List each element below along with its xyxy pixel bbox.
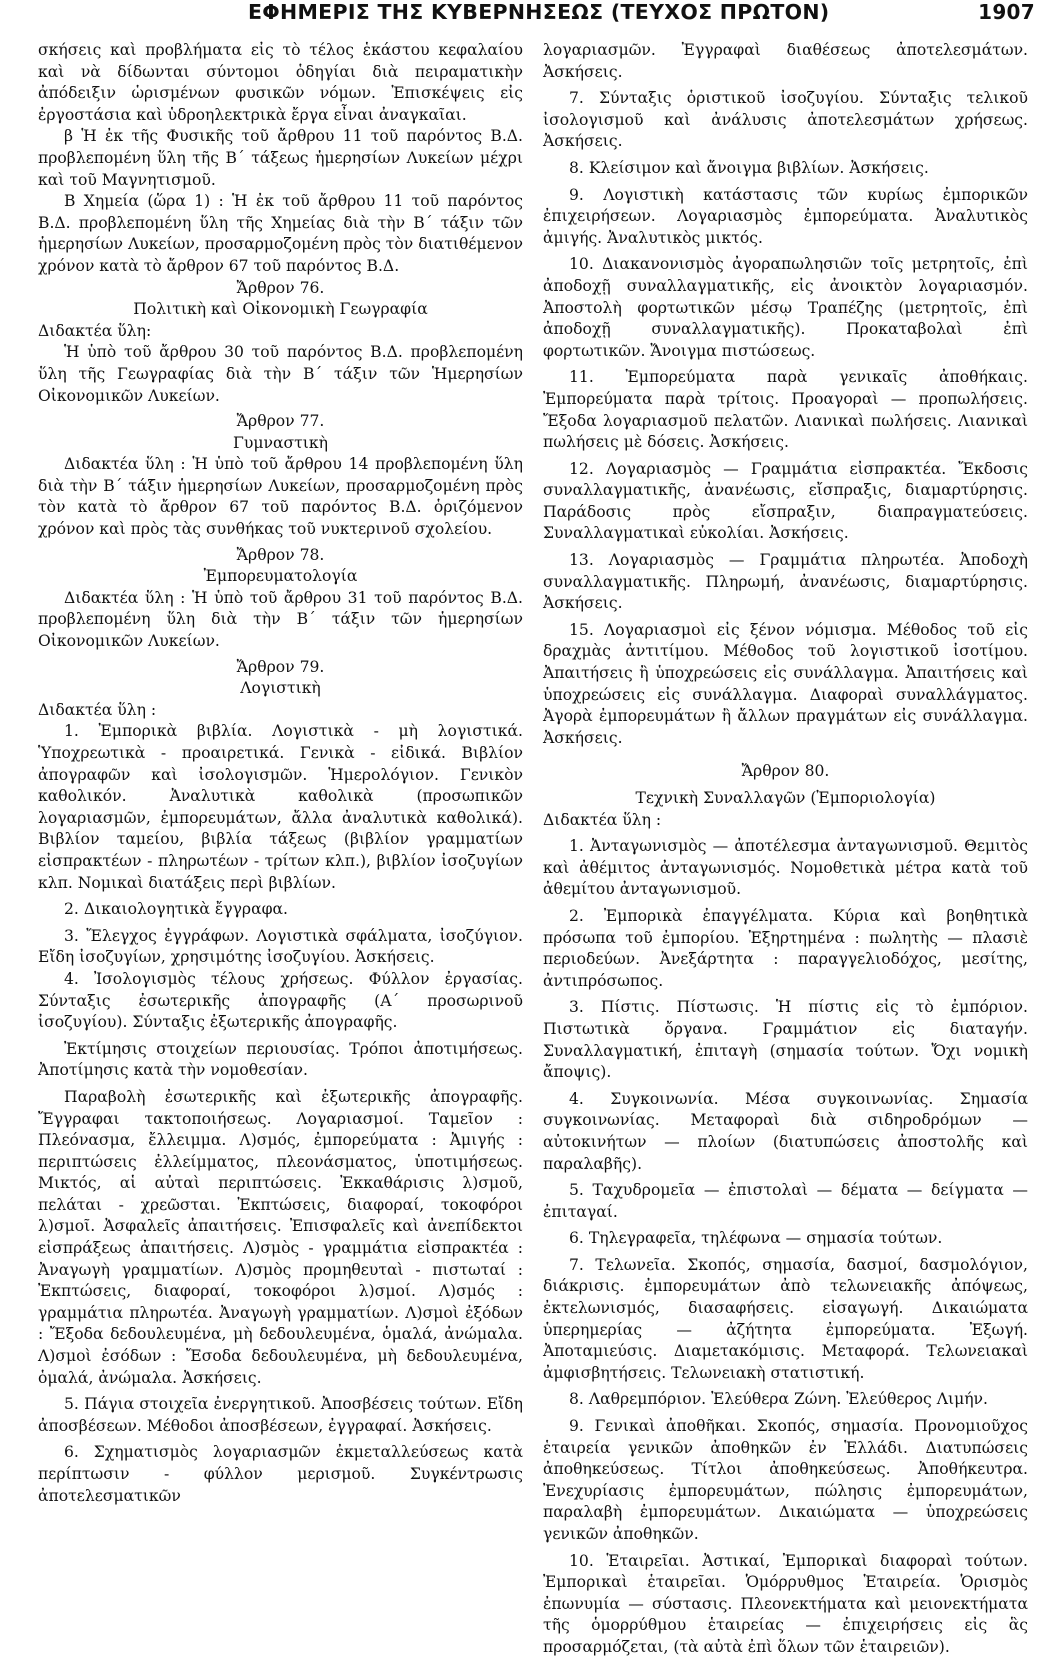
section-label: Διδακτέα ὕλη :: [38, 700, 157, 719]
page-header: [30, 0, 1041, 28]
list-item: 10. Ἑταιρεῖαι. Ἀστικαί, Ἐμπορικαὶ διαφοραὶ τούτων. Ἐμπορικαὶ ἑταιρεῖαι. Ὁμόρρυθμος Ἑταιρεία. Ὁρισμὸς ἐπωνυμία — σύστασις. Πλεονεκτήματα καὶ μειονεκτήματα τῆς ὁμορρύθμου ἑταιρείας — ἐπιχειρήσεις εἰς ἃς προσαρμόζεται, (τὰ αὐτὰ ἐπὶ ὅλων τῶν ἑταιρειῶν).: [543, 1551, 1028, 1656]
article-heading: Ἄρθρον 79.: [236, 657, 325, 676]
list-item: 12. Λογαριασμὸς — Γραμμάτια εἰσπρακτέα. Ἔκδοσις συναλλαγματικῆς, ἀνανέωσις, εἴσπραξις, διαμαρτύρησις. Παράδοσις πρὸς εἴσπραξιν, διαπραγματεύσεις. Συναλλαγματικαὶ εὐκολίαι. Ἀσκήσεις.: [543, 459, 1028, 543]
list-item: 2. Ἐμπορικὰ ἐπαγγέλματα. Κύρια καὶ βοηθητικὰ πρόσωπα τοῦ ἐμπορίου. Ἐξηρτημένα : πωλητὴς — πλασιὲ περιοδεύων. Ἀνεξάρτητα : παραγγελιοδόχος, μεσίτης, ἀντιπρόσωπος.: [543, 906, 1028, 990]
list-item: 4. Συγκοινωνία. Μέσα συγκοινωνίας. Σημασία συγκοινωνίας. Μεταφοραὶ διὰ σιδηροδρόμων — αὐτοκινήτων — πλοίων (διατυπώσεις ἀποστολῆς καὶ παραλαβῆς).: [543, 1089, 1028, 1173]
article-title: Λογιστικὴ: [240, 679, 321, 698]
paragraph: σκήσεις καὶ προβλήματα εἰς τὸ τέλος ἑκάστου κεφαλαίου καὶ νὰ δίδωνται σύντομοι ὁδηγίαι διὰ πειραματικὴν ἀπόδειξιν ὡρισμένων φυσικῶν νόμων. Ἐπισκέψεις εἰς ἐργοστάσια καὶ ὑδροηλεκτρικὰ ἔργα εἶναι ἀναγκαῖαι.: [38, 41, 523, 124]
article-title: Τεχνικὴ Συναλλαγῶν (Ἐμποριολογία): [635, 789, 936, 807]
paragraph: Ἡ ὑπὸ τοῦ ἄρθρου 30 τοῦ παρόντος Β.Δ. προβλεπομένη ὕλη τῆς Γεωγραφίας διὰ τὴν Β΄ τάξιν τῶν Ἡμερησίων Οἰκονομικῶν Λυκείων.: [38, 343, 523, 405]
paragraph: β Ἡ ἐκ τῆς Φυσικῆς τοῦ ἄρθρου 11 τοῦ παρόντος Β.Δ. προβλεπομένη ὕλη τῆς Β΄ τάξεως ἡμερησίων Λυκείων μέχρι καὶ τοῦ Μαγνητισμοῦ.: [38, 127, 523, 189]
article-heading: Ἄρθρον 78.: [236, 545, 325, 564]
list-item: 5. Ταχυδρομεῖα — ἐπιστολαὶ — δέματα — δείγματα — ἐπιταγαί.: [543, 1181, 1028, 1221]
list-item: 3. Πίστις. Πίστωσις. Ἡ πίστις εἰς τὸ ἐμπόριον. Πιστωτικὰ ὄργανα. Γραμμάτιον εἰς διαταγήν. Συναλλαγματική, ἐπιταγὴ (σημασία τούτων. Ὄχι νομικὴ ἄποψις).: [543, 998, 1028, 1082]
article-heading: Ἄρθρον 76.: [236, 278, 325, 297]
article-heading: Ἄρθρον 80.: [741, 762, 830, 781]
paragraph: Διδακτέα ὕλη : Ἡ ὑπὸ τοῦ ἄρθρου 31 τοῦ παρόντος Β.Δ. προβλεπομένη ὕλη διὰ τὴν Β΄ τάξιν τῶν ἡμερησίων Οἰκονομικῶν Λυκείων.: [38, 588, 523, 651]
list-item: 8. Λαθρεμπόριον. Ἐλεύθερα Ζώνη. Ἐλεύθερος Λιμήν.: [569, 1390, 988, 1409]
list-item: 3. Ἔλεγχος ἐγγράφων. Λογιστικὰ σφάλματα, ἰσοζύγιον. Εἴδη ἰσοζυγίων, χρησιμότης ἰσοζυγίου. Ἀσκήσεις.: [38, 926, 523, 967]
list-item: 13. Λογαριασμὸς — Γραμμάτια πληρωτέα. Ἀποδοχὴ συναλλαγματικῆς. Πληρωμή, ἀνανέωσις, διαμαρτύρησις. Ἀσκήσεις.: [543, 551, 1028, 613]
list-item: 11. Ἐμπορεύματα παρὰ γενικαῖς ἀποθήκαις. Ἐμπορεύματα παρὰ τρίτοις. Προαγοραὶ — προπωλήσεις. Ἔξοδα λογαριασμοῦ πελατῶν. Λιανικαὶ πωλήσεις. Λιανικαὶ πωλήσεις μὲ δόσεις. Ἀσκήσεις.: [543, 368, 1028, 452]
right-column: [543, 40, 1028, 1659]
list-item: 8. Κλείσιμον καὶ ἄνοιγμα βιβλίων. Ἀσκήσεις.: [569, 158, 929, 177]
list-item: 1. Ἀνταγωνισμὸς — ἀποτέλεσμα ἀνταγωνισμοῦ. Θεμιτὸς καὶ ἀθέμιτος ἀνταγωνισμός. Νομοθετικὰ μέτρα κατὰ τοῦ ἀθεμίτου ἀνταγωνισμοῦ.: [543, 837, 1028, 899]
list-item: 2. Δικαιολογητικὰ ἔγγραφα.: [64, 900, 289, 919]
article-title: Γυμναστικὴ: [233, 433, 328, 452]
paragraph: Παραβολὴ ἐσωτερικῆς καὶ ἐξωτερικῆς ἀπογραφῆς. Ἔγγραφαι τακτοποιήσεως. Λογαριασμοί. Ταμεῖον : Πλεόνασμα, ἔλλειμμα. Λ)σμός, ἐμπορεύματα : Ἀμιγής : περιπτώσεις ἐλλείμματος, πλεονάσματος, ὑποτιμήσεως. Μικτός, αἱ αὐταὶ περιπτώσεις. Ἐκκαθάρισις λ)σμοῦ, πελάται - χρεῶσται. Ἐκπτώσεις, διαφοραί, τοκοφόροι λ)σμοῖ. Ἀσφαλεῖς ἀπαιτήσεις. Ἐπισφαλεῖς καὶ ἀνεπίδεκτοι εἰσπράξεως ἀπαιτήσεις. Λ)σμὸς - γραμμάτια εἰσπρακτέα : Ἀναγωγὴ γραμματίων. Λ)σμὸς προμηθευταὶ - πιστωταί : Ἐκπτώσεις, διαφοραί, τοκοφόροι λ)σμοί. Λ)σμός : γραμμάτια πληρωτέα. Ἀναγωγὴ γραμματίων. Λ)σμοὶ ἐξόδων : Ἔξοδα δεδουλευμένα, μὴ δεδουλευμένα, ὁμαλά, ἀνώμαλα. Λ)σμοὶ ἐσόδων : Ἔσοδα δεδουλευμένα, μὴ δεδουλευμένα, ὁμαλά, ἀνώμαλα. Ἀσκήσεις.: [38, 1087, 523, 1387]
list-item: 6. Σχηματισμὸς λογαριασμῶν ἐκμεταλλεύσεως κατὰ περίπτωσιν - φύλλον μερισμοῦ. Συγκέντρωσις ἀποτελεσματικῶν: [38, 1443, 523, 1505]
list-item: 7. Τελωνεῖα. Σκοπός, σημασία, δασμοί, δασμολόγιον, διάκρισις. ἐμπορευμάτων ἀπὸ τελωνειακῆς ἀπόψεως, ἐκτελωνισμός, διασαφήσεις. εἰσαγωγή. Δικαιώματα ὑπερημερίας — ἀζήτητα ἐμπορεύματα. Ἐξωγή. Ἀποταμιεύσις. Διαμετακόμισις. Μεταφορά. Τελωνειακαὶ ἀμφισβητήσεις. Τελωνειακὴ στατιστική.: [543, 1255, 1028, 1382]
list-item: 9. Λογιστικὴ κατάστασις τῶν κυρίως ἐμπορικῶν ἐπιχειρήσεων. Λογαριασμὸς ἐμπορεύματα. Ἀναλυτικὸς ἀμιγής. Ἀναλυτικὸς μικτός.: [543, 185, 1028, 247]
list-item: 4. Ἰσολογισμὸς τέλους χρήσεως. Φύλλον ἐργασίας. Σύνταξις ἐσωτερικῆς ἀπογραφῆς (Α΄ προσωρινοῦ ἰσοζυγίου). Σύνταξις ἐξωτερικῆς ἀπογραφῆς.: [38, 969, 523, 1032]
paragraph: Β Χημεία (ὥρα 1) : Ἡ ἐκ τοῦ ἄρθρου 11 τοῦ παρόντος Β.Δ. προβλεπομένη ὕλη τῆς Χημείας διὰ τὴν Β΄ τάξιν τῶν ἡμερησίων Λυκείων, προσαρμοζομένη πρὸς τὸν διατιθέμενον χρόνον κατὰ τὸ ἄρθρον 67 τοῦ παρόντος Β.Δ.: [38, 192, 524, 275]
list-item: 6. Τηλεγραφεῖα, τηλέφωνα — σημασία τούτων.: [569, 1229, 943, 1248]
article-heading: Ἄρθρον 77.: [236, 412, 325, 431]
paragraph: Ἐκτίμησις στοιχείων περιουσίας. Τρόποι ἀποτιμήσεως. Ἀποτίμησις κατὰ τὴν νομοθεσίαν.: [38, 1039, 523, 1080]
list-item: 15. Λογαριασμοὶ εἰς ξένον νόμισμα. Μέθοδος τοῦ εἰς δραχμὰς ἀντιτίμου. Μέθοδος τοῦ λογιστικοῦ ἰσοτίμου. Ἀπαιτήσεις ἢ ὑποχρεώσεις εἰς συνάλλαγμα. Ἀπαιτήσεις καὶ ὑποχρεώσεις εἰς συνάλλαγμα. Διαφοραὶ συναλλάγματος. Ἀγορὰ ἐμπορευμάτων ἢ ἄλλων πραγμάτων εἰς συνάλλαγμα. Ἀσκήσεις.: [543, 620, 1028, 747]
article-title: Πολιτικὴ καὶ Οἰκονομικὴ Γεωγραφία: [133, 300, 428, 319]
list-item: 5. Πάγια στοιχεῖα ἐνεργητικοῦ. Ἀποσβέσεις τούτων. Εἴδη ἀποσβέσεων. Μέθοδοι ἀποσβέσεων, ἐγγραφαί. Ἀσκήσεις.: [38, 1395, 523, 1435]
paragraph: λογαριασμῶν. Ἐγγραφαὶ διαθέσεως ἀποτελεσμάτων. Ἀσκήσεις.: [543, 41, 1028, 81]
header-title: ΕΦΗΜΕΡΙΣ ΤΗΣ ΚΥΒΕΡΝΗΣΕΩΣ (ΤΕΥΧΟΣ ΠΡΩΤΟΝ): [248, 0, 830, 24]
page-number: 1907: [978, 0, 1035, 24]
list-item: 1. Ἐμπορικὰ βιβλία. Λογιστικὰ - μὴ λογιστικά. Ὑποχρεωτικὰ - προαιρετικά. Γενικὰ - εἰδικά. Βιβλίον ἀπογραφῶν καὶ ἰσολογισμῶν. Ἡμερολόγιον. Γενικὸν καθολικόν. Ἀναλυτικὰ καθολικὰ (προσωπικῶν λογαριασμῶν, ἐμπορευμάτων, ἄλλα ἀναλυτικὰ καθολικά). Βιβλίον ταμείου, βιβλία τάξεως (βιβλίον γραμματίων εἰσπρακτέων - πληρωτέων - τρίτων κλπ.), βιβλίον ἰσοζυγίων κλπ. Νομικαὶ διατάξεις περὶ βιβλίων.: [38, 722, 523, 892]
paragraph: Διδακτέα ὕλη : Ἡ ὑπὸ τοῦ ἄρθρου 14 προβλεπομένη ὕλη διὰ τὴν Β΄ τάξιν ἡμερησίων Λυκείων, προσαρμοζομένη πρὸς τὸν κατὰ τὸ ἄρθρον 67 τοῦ παρόντος Β.Δ. ὁριζόμενον χρόνον καὶ πρὸς τὰς συνθήκας τοῦ νυκτερινοῦ σχολείου.: [38, 455, 523, 539]
list-item: 10. Διακανονισμὸς ἀγοραπωλησιῶν τοῖς μετρητοῖς, ἐπὶ ἀποδοχῇ συναλλαγματικῆς, εἰς ἀνοικτὸν λογαριασμόν. Ἀποστολὴ φορτωτικῶν μέσῳ Τραπέζης (μετρητοῖς, ἐπὶ ἀποδοχῇ συναλλαγματικῆς). Προκαταβολαὶ ἐπὶ φορτωτικῶν. Ἄνοιγμα πιστώσεως.: [543, 255, 1028, 360]
article-title: Ἐμπορευματολογία: [203, 567, 358, 586]
list-item: 7. Σύνταξις ὁριστικοῦ ἰσοζυγίου. Σύνταξις τελικοῦ ἰσολογισμοῦ καὶ ἀνάλυσις ἀποτελεσμάτων χρήσεως. Ἀσκήσεις.: [543, 89, 1028, 151]
section-label: Διδακτέα ὕλη :: [543, 810, 662, 829]
list-item: 9. Γενικαὶ ἀποθῆκαι. Σκοπός, σημασία. Προνομιοῦχος ἑταιρεία γενικῶν ἀποθηκῶν ἐν Ἑλλάδι. Διατυπώσεις ἀποθηκεύσεως. Τίτλοι ἀποθηκεύσεως. Ἀποθήκευτρα. Ἐνεχυρίασις ἐμπορευμάτων, πώλησις ἐμπορευμάτων, παραλαβὴ ἐμπορευμάτων. Δικαιώματα — ὑποχρεώσεις γενικῶν ἀποθηκῶν.: [543, 1417, 1028, 1543]
left-column: [38, 40, 523, 1507]
section-label: Διδακτέα ὕλη:: [38, 321, 152, 340]
